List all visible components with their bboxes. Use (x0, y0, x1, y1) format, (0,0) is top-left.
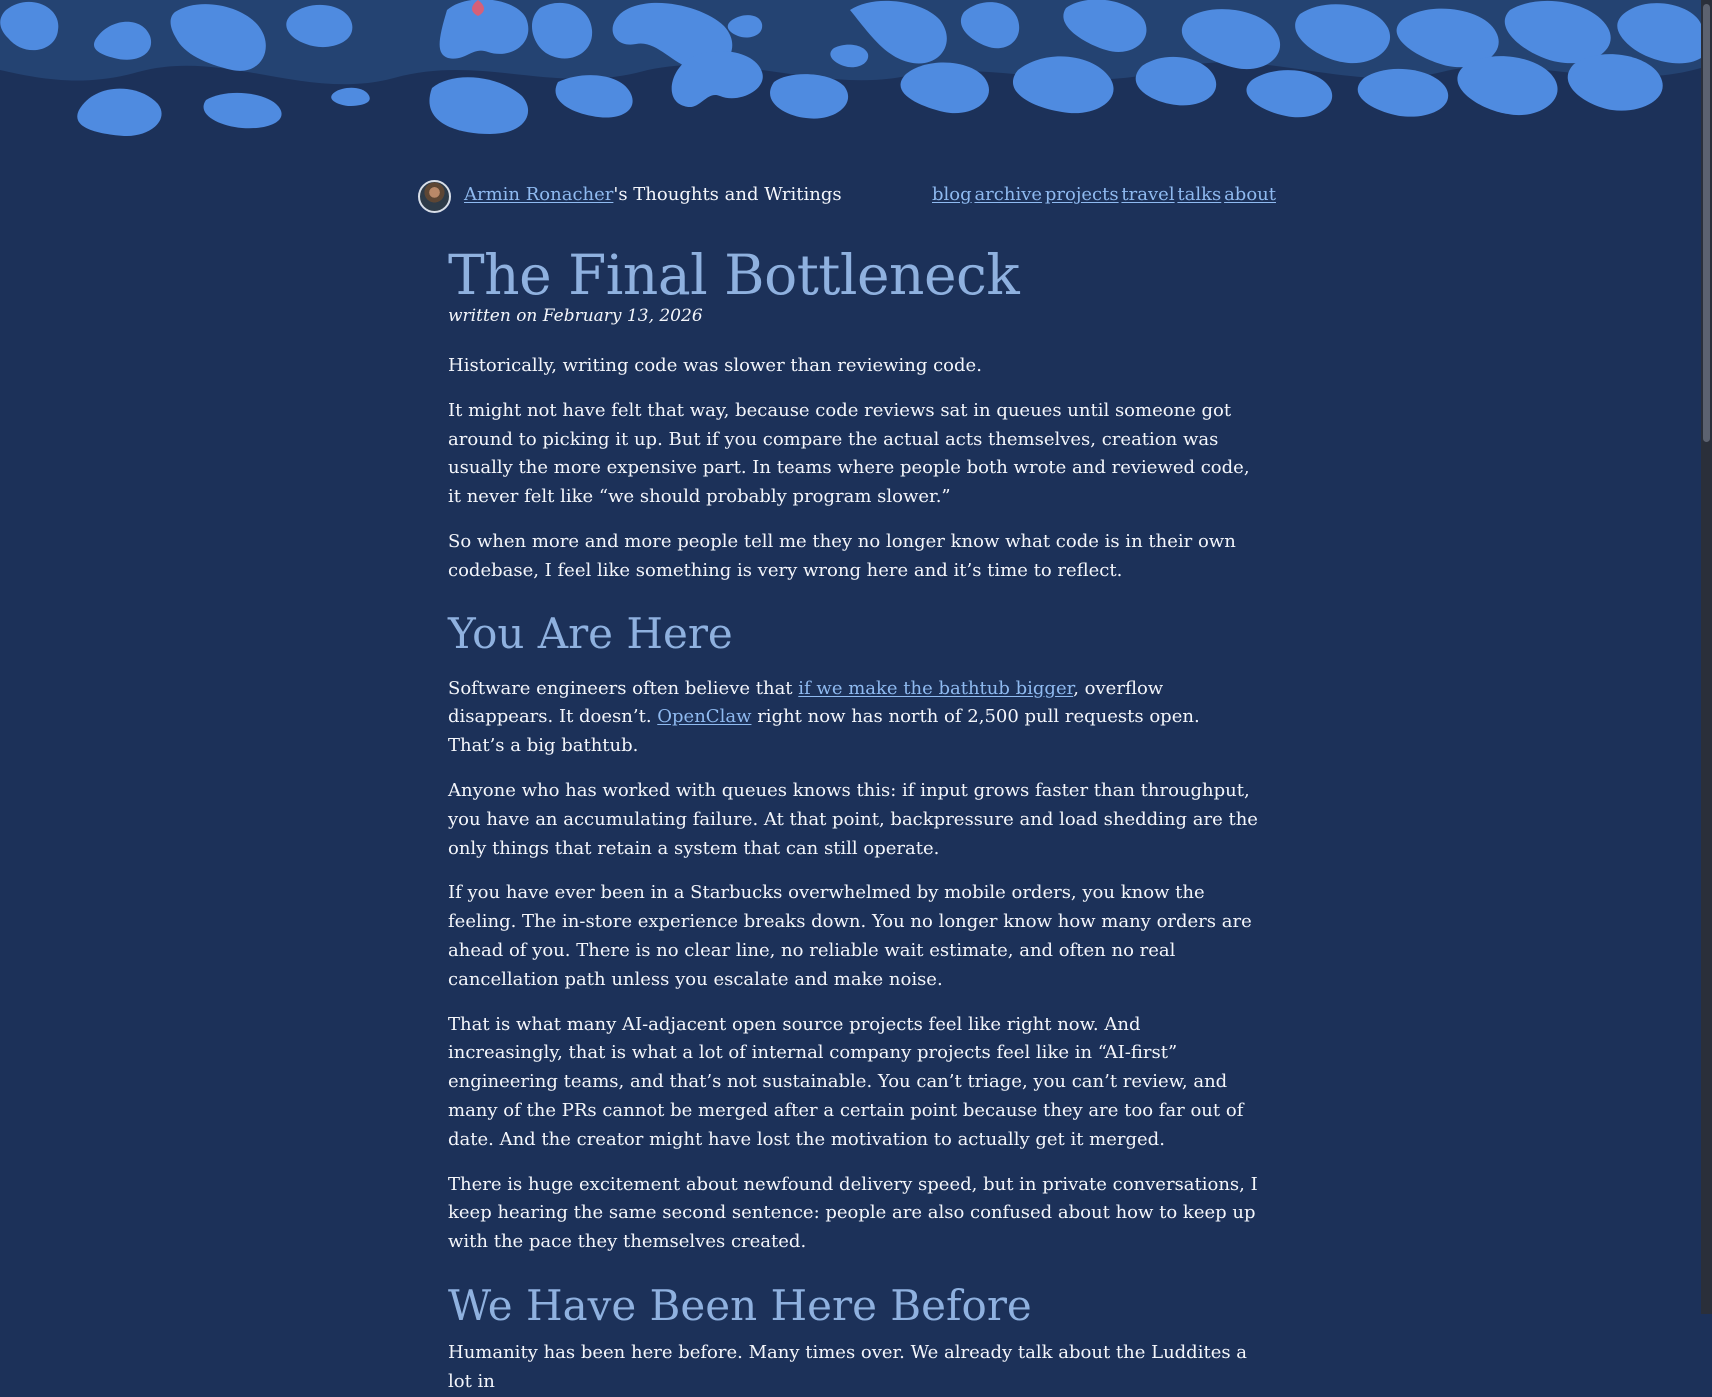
paragraph-text: right now has north of 2,500 pull requests open. That’s a big bathtub. (448, 706, 1200, 757)
article-title: The Final Bottleneck (448, 243, 1020, 307)
main-navigation (932, 184, 1276, 205)
vertical-scrollbar[interactable] (1701, 0, 1712, 1314)
article-date: written on February 13, 2026 (448, 306, 703, 326)
author-avatar[interactable] (418, 180, 451, 213)
paragraph: If you have ever been in a Starbucks overwhelmed by mobile orders, you know the feeling. The in-store experience breaks down. You no longer know how many orders are ahead of you. There is no clear line, no reliable wait estimate, and often no real cancellation path unless you escalate and make noise. (448, 882, 1252, 990)
scrollbar-thumb[interactable] (1703, 4, 1710, 442)
article (448, 244, 1258, 1397)
nav-link-archive[interactable]: archive (974, 184, 1043, 205)
paragraph-text: , overflow disappears. It doesn’t. (448, 677, 1164, 728)
paragraph-text: Software engineers often believe that (448, 677, 799, 699)
author-link[interactable]: Armin Ronacher (464, 184, 614, 205)
paragraph: Anyone who has worked with queues knows this: if input grows faster than throughput, you have an accumulating failure. At that point, backpressure and load shedding are the only things that retain a system that can still operate. (448, 779, 1258, 859)
paragraph: So when more and more people tell me they no longer know what code is in their own codebase, I feel like something is very wrong here and it’s time to reflect. (448, 530, 1236, 581)
decorative-blob-banner (0, 0, 1701, 150)
paragraph: Historically, writing code was slower than reviewing code. (448, 355, 982, 376)
nav-link-travel[interactable]: travel (1121, 184, 1175, 205)
paragraph: That is what many AI-adjacent open source projects feel like right now. And increasingly, that is what a lot of internal company projects feel like in “AI-first” engineering teams, and that’s not sustainable. You can’t triage, you can’t review, and many of the PRs cannot be merged after a certain point because they are too far out of date. And the creator might have lost the motivation to actually get it merged. (448, 1013, 1244, 1150)
nav-link-projects[interactable]: projects (1044, 184, 1119, 205)
nav-link-about[interactable]: about (1224, 184, 1276, 205)
paragraph: It might not have felt that way, because code reviews sat in queues until someone got around to picking it up. But if you compare the actual acts themselves, creation was usually the more expensive part. In teams where people both wrote and reviewed code, it never felt like “we should probably program slower.” (448, 399, 1250, 508)
paragraph: Humanity has been here before. Many times over. We already talk about the Luddites a lot in (448, 1341, 1248, 1392)
section-heading-you-are-here: You Are Here (448, 608, 733, 658)
paragraph: There is huge excitement about newfound delivery speed, but in private conversations, I keep hearing the same second sentence: people are also confused about how to keep up with the pace they themselves created. (448, 1173, 1258, 1253)
site-title (464, 184, 842, 205)
openclaw-link[interactable]: OpenClaw (657, 706, 752, 728)
site-header (418, 178, 1276, 216)
paragraph-with-links (448, 675, 1258, 761)
nav-link-blog[interactable]: blog (932, 184, 972, 205)
site-title-suffix: 's Thoughts and Writings (613, 184, 842, 205)
bathtub-link[interactable]: if we make the bathtub bigger (798, 677, 1074, 699)
nav-link-talks[interactable]: talks (1177, 184, 1222, 205)
section-heading-we-have-been-here-before: We Have Been Here Before (448, 1280, 1032, 1330)
